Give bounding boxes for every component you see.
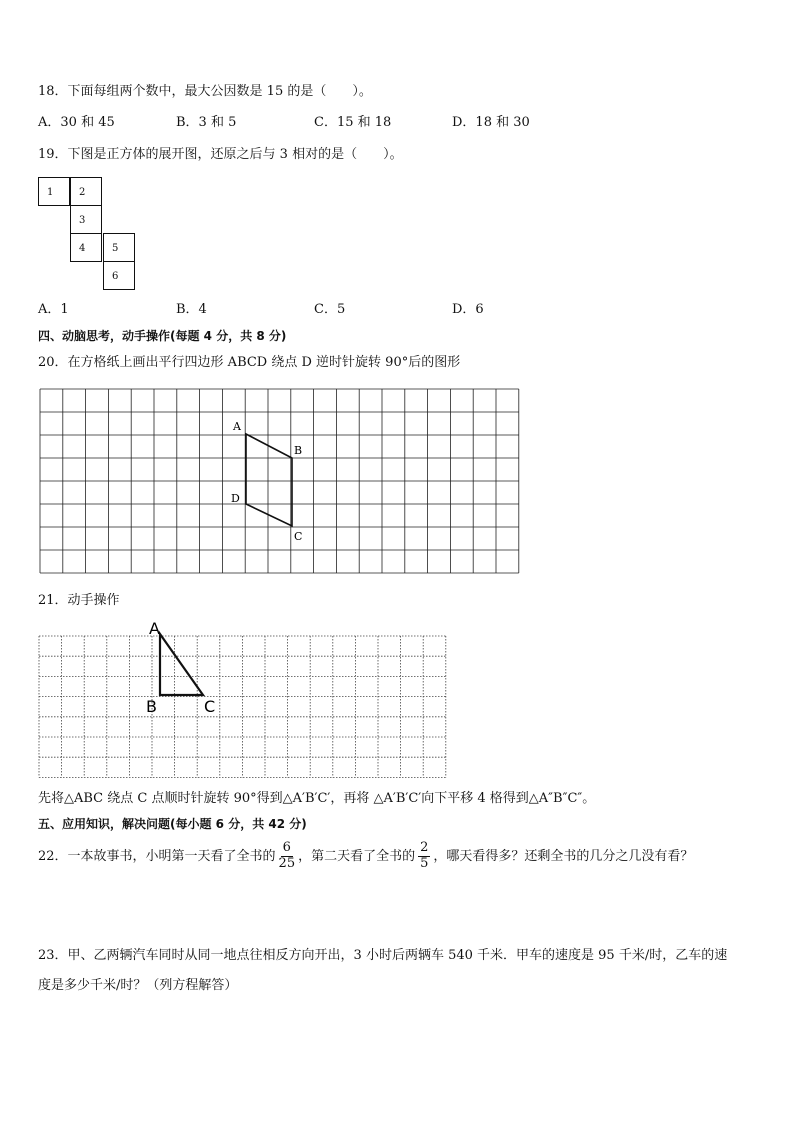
net-cell-5: 5 <box>103 233 135 262</box>
q18-option-d: D．18 和 30 <box>452 115 530 130</box>
q20-label-c: C <box>294 530 303 543</box>
q22-frac1-numerator: 6 <box>282 840 291 856</box>
q18-option-c: C．15 和 18 <box>314 115 392 130</box>
q19-option-b: B．4 <box>176 302 207 317</box>
q19-option-c: C．5 <box>314 302 346 317</box>
net-cell-1: 1 <box>38 177 70 206</box>
net-cell-3: 3 <box>70 205 102 234</box>
q22-part1: 22．一本故事书，小明第一天看了全书的 <box>38 848 276 864</box>
q22-frac2-denominator: 5 <box>420 855 429 871</box>
section4-title: 四、动脑思考，动手操作(每题 4 分，共 8 分) <box>38 329 287 343</box>
q21-label-b: B <box>146 697 157 716</box>
q18-option-b: B．3 和 5 <box>176 115 237 130</box>
q21-text: 21．动手操作 <box>38 593 120 608</box>
net-cell-6: 6 <box>103 261 135 290</box>
q20-text: 20．在方格纸上画出平行四边形 ABCD 绕点 D 逆时针旋转 90°后的图形 <box>38 355 461 370</box>
q22-text <box>38 838 693 874</box>
q21-label-c: C <box>204 697 216 716</box>
q22-fraction-1 <box>279 841 296 871</box>
net-cell-2: 2 <box>70 177 102 206</box>
q23-line2: 度是多少千米/时？（列方程解答） <box>38 978 238 993</box>
q19-option-d: D．6 <box>452 302 484 317</box>
q22-frac1-denominator: 25 <box>278 855 296 871</box>
q18-text: 18．下面每组两个数中，最大公因数是 15 的是（ ）。 <box>38 84 372 99</box>
q18-option-a: A．30 和 45 <box>38 115 115 130</box>
q20-label-d: D <box>231 492 240 505</box>
q21-instruction: 先将△ABC 绕点 C 点顺时针旋转 90°得到△A′B′C′，再将 △A′B′C′向下平移 4 格得到△A″B″C″。 <box>38 791 596 806</box>
q23-line1: 23．甲、乙两辆汽车同时从同一地点往相反方向开出，3 小时后两辆车 540 千米．甲车的速度是 95 千米/时，乙车的速 <box>38 948 728 963</box>
net-cell-4: 4 <box>70 233 102 262</box>
q21-label-a: A <box>149 619 160 638</box>
q19-text: 19．下图是正方体的展开图，还原之后与 3 相对的是（ ）。 <box>38 147 403 162</box>
q22-fraction-2 <box>418 841 430 871</box>
triangle-abc <box>160 634 203 695</box>
q21-dotted-grid <box>39 636 446 777</box>
q19-option-a: A．1 <box>38 302 69 317</box>
section5-title: 五、应用知识，解决问题(每小题 6 分，共 42 分) <box>38 817 307 831</box>
q20-label-a: A <box>233 420 241 433</box>
q22-part3: ，哪天看得多？还剩全书的几分之几没有看？ <box>433 848 694 864</box>
q22-part2: ，第二天看了全书的 <box>298 848 416 864</box>
q22-frac2-numerator: 2 <box>420 840 429 856</box>
q20-label-b: B <box>294 444 303 457</box>
